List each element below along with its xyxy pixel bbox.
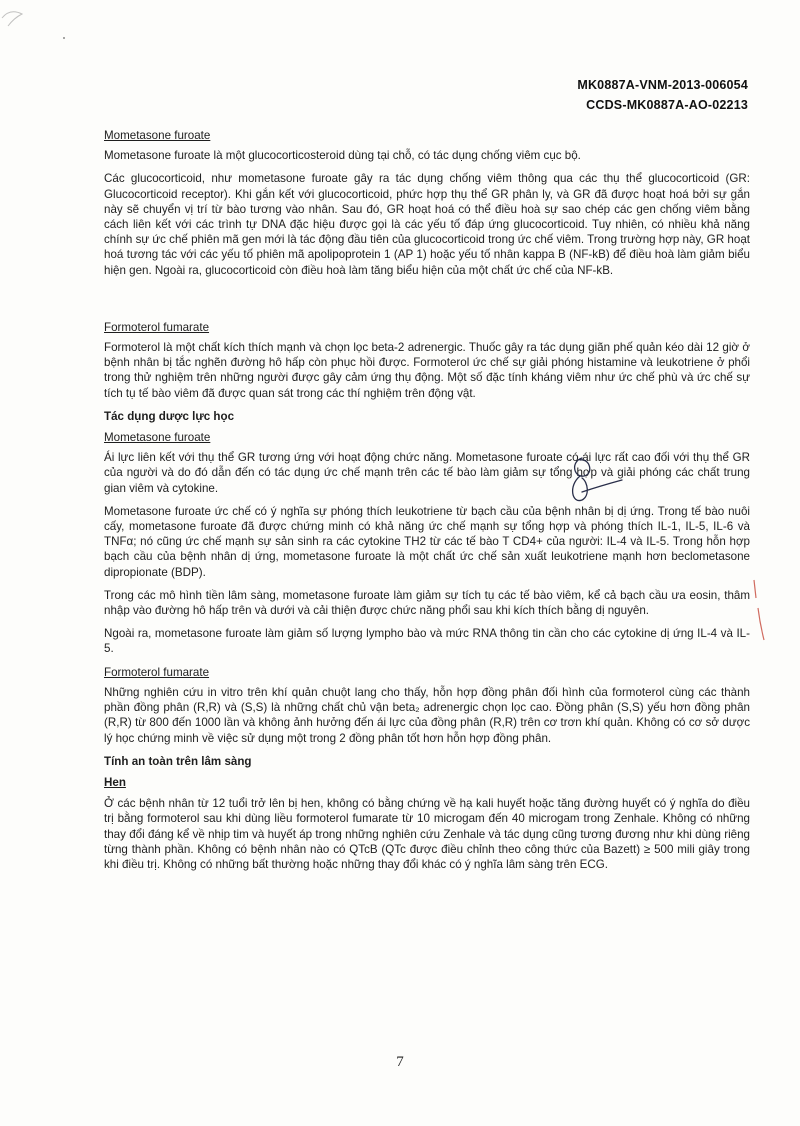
section-heading-pharmacodynamics: Tác dụng dược lực học [104,409,235,423]
paragraph: Ngoài ra, mometasone furoate làm giảm số lượng lympho bào và mức RNA thông tin cần cho các cytokine dị ứng IL-4 và IL-5. [104,627,750,656]
paragraph: Mometasone furoate ức chế có ý nghĩa sự phóng thích leukotriene từ bạch cầu của bệnh nhân bị dị ứng. Trong tế bào nuôi cấy, mometasone furoate đã được chứng minh có khả năng ức chế mạnh sự tổng hợp và phóng thích IL-1, IL-5, IL-6 và TNFα; nó cũng ức chế mạnh sự sản sinh ra các cytokine TH2 từ các tế bào T CD4+ của người: IL-4 và IL-5. Trong hỗn hợp bạch cầu của bệnh nhân dị ứng, mometasone furoate là một chất ức chế sản xuất leukotriene mạnh hơn beclometasone dipropionate (BDP). [104,504,750,579]
section-heading-mometasone: Mometasone furoate [104,129,211,142]
page-number: 7 [396,1054,404,1070]
paragraph: Mometasone furoate là một glucocorticosteroid dùng tại chỗ, có tác dụng chống viêm cục bộ. [104,149,581,163]
paragraph: Các glucocorticoid, như mometasone furoate gây ra tác dụng chống viêm thông qua các thụ thể glucocorticoid (GR: Glucocorticoid receptor). Khi gắn kết với glucocorticoid, phức hợp thụ thể GR phân ly, và GR đã được hoạt hoá bởi sự gắn này sẽ chuyển vị trí từ bào tương vào nhân. Sau đó, GR hoạt hoá có thể điều hoà sự sao chép các gen chống viêm bằng cách liên kết với các trình tự DNA đặc hiệu được gọi là các yếu tố đáp ứng glucocorticoid. Tuy nhiên, có nhiều khả năng chính sự ức chế phiên mã gen mới là tác động đầu tiên của glucocorticoid trong ức chế viêm. Trong trường hợp này, GR hoạt hoá tương tác với các yếu tố phiên mã apolipoprotein 1 (AP 1) hoặc yếu tố nhân kappa B (NF-kB) để điều hoà làm giảm biểu hiện gen. Ngoài ra, glucocorticoid còn điều hoà làm tăng biểu hiện của một chất ức chế của NF-kB. [104,172,750,277]
paragraph: Ái lực liên kết với thụ thể GR tương ứng với hoạt động chức năng. Mometasone furoate có ái lực rất cao đối với thụ thể GR của người và do đó dẫn đến có tác dụng ức chế mạnh trên các tế bào làm giảm sự tổng hợp và giải phóng các chất trung gian viêm và cytokine. [104,451,750,495]
margin-scan-mark [748,578,768,648]
spacer [104,286,750,320]
subsection-heading-mometasone: Mometasone furoate [104,431,211,445]
section-heading-clinical-safety: Tính an toàn trên lâm sàng [104,754,252,768]
subsection-heading-asthma: Hen [104,775,126,789]
paragraph: Formoterol là một chất kích thích mạnh và chọn lọc beta-2 adrenergic. Thuốc gây ra tác dụng giãn phế quản kéo dài 12 giờ ở bệnh nhân bị tắc nghẽn đường hô hấp còn phục hồi được. Formoterol ức chế sự giải phóng histamine và leukotriene ở phổi trong thử nghiệm trên những người được gây cảm ứng thụ động. Một số đặc tính kháng viêm như ức chế phù và ức chế sự tích tụ tế bào viêm đã được quan sát trong các thí nghiệm trên động vật. [104,341,750,400]
document-body [104,128,750,880]
document-reference-code: MK0887A-VNM-2013-006054 [577,78,748,92]
subsection-heading-formoterol: Formoterol fumarate [104,665,210,679]
ccds-reference-code: CCDS-MK0887A-AO-02213 [586,98,748,112]
section-heading-formoterol: Formoterol fumarate [104,320,210,334]
paragraph: Những nghiên cứu in vitro trên khí quản chuột lang cho thấy, hỗn hợp đồng phân đối hình của formoterol cùng các thành phần đồng phân (R,R) và (S,S) là những chất chủ vận beta₂ adrenergic chọn lọc cao. Đồng phân (S,S) yếu hơn đồng phân (R,R) từ 800 đến 1000 lần và không ảnh hưởng đến ái lực của đồng phân (R,R) trên cơ trơn khí quản. Không có cơ sở dược lý học chứng minh về việc sử dụng một trong 2 đồng phân tốt hơn hỗn hợp đồng phân. [104,685,750,745]
paragraph: Ở các bệnh nhân từ 12 tuổi trở lên bị hen, không có bằng chứng về hạ kali huyết hoặc tăng đường huyết có ý nghĩa do điều trị bằng formoterol sau khi dùng liều formoterol fumarate từ 10 microgam đến 40 microgam trong Zenhale. Không có những thay đổi đáng kể về nhịp tim và huyết áp trong những nghiên cứu Zenhale và tác dụng cũng tương đương như khi dùng riêng từng thành phần. Không có bệnh nhân nào có QTcB (QTc được điều chỉnh theo công thức của Bazett) ≥ 500 mili giây trong khi điều trị. Không có những bất thường hoặc những thay đổi khác có ý nghĩa lâm sàng trên ECG. [104,797,750,871]
scan-smudge-mark [0,0,90,50]
paragraph: Trong các mô hình tiền lâm sàng, mometasone furoate làm giảm sự tích tụ các tế bào viêm, kể cả bạch cầu ưa eosin, thâm nhập vào đường hô hấp trên và dưới và cải thiện được chức năng phổi sau khi kích thích bằng dị nguyên. [104,588,750,618]
